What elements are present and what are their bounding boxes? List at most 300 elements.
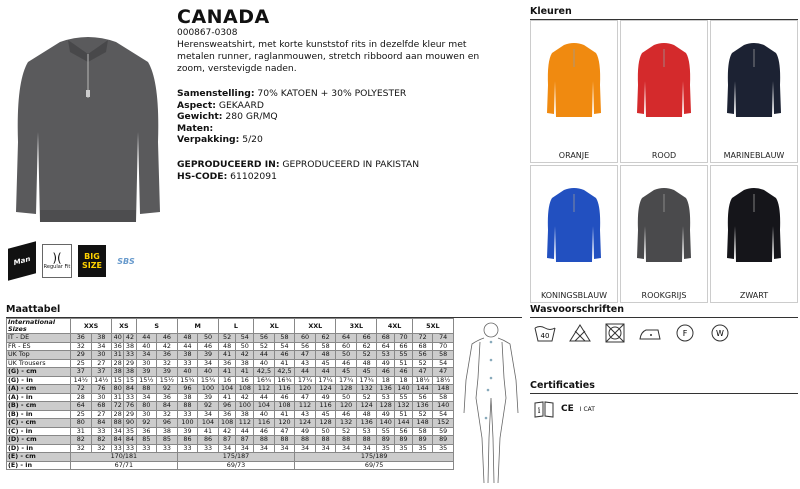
size-cell: 128	[336, 385, 357, 394]
size-cell: 74	[433, 334, 454, 343]
size-row	[7, 351, 454, 360]
color-name: MARINEBLAUW	[723, 151, 785, 160]
size-cell: 100	[177, 419, 198, 428]
size-cell: 116	[274, 385, 295, 394]
size-cell: 54	[236, 334, 254, 343]
size-header-cell: XL	[254, 319, 295, 334]
size-cell: 52	[218, 334, 236, 343]
size-row	[7, 419, 454, 428]
size-cell: 40	[177, 368, 198, 377]
size-cell: 88	[254, 436, 275, 445]
size-row	[7, 393, 454, 402]
size-cell: 34	[136, 351, 157, 360]
size-cell: 34	[295, 444, 316, 453]
product-photo	[8, 22, 168, 222]
size-cell: 85	[136, 436, 157, 445]
size-cell: 32	[71, 342, 92, 351]
size-row-label: (C) - cm	[7, 419, 71, 428]
size-cell: 68	[377, 334, 395, 343]
size-row	[7, 427, 454, 436]
aspect-value: GEKAARD	[218, 99, 264, 111]
size-row	[7, 342, 454, 351]
size-cell: 76	[91, 385, 112, 394]
size-cell: 35	[412, 444, 433, 453]
size-cell: 53	[377, 393, 395, 402]
size-cell: 52	[412, 410, 433, 419]
iron-low-icon	[637, 322, 663, 344]
sbs-logo-icon: SBS	[117, 256, 135, 266]
geproduceerd-value: GEPRODUCEERD IN PAKISTAN	[282, 159, 420, 170]
size-cell: 44	[315, 368, 336, 377]
size-cell: 144	[395, 419, 413, 428]
size-cell: 175/189	[295, 453, 454, 462]
feature-badges	[8, 244, 140, 278]
size-cell: 70	[395, 334, 413, 343]
size-cell: 32	[157, 410, 178, 419]
size-cell: 128	[377, 402, 395, 411]
size-cell: 41	[236, 368, 254, 377]
size-cell: 34	[91, 342, 112, 351]
gewicht-label: Gewicht:	[177, 111, 223, 122]
size-cell: 92	[157, 385, 178, 394]
size-cell: 41	[218, 351, 236, 360]
size-cell: 50	[198, 334, 219, 343]
size-cell: 52	[412, 359, 433, 368]
size-cell: 59	[433, 427, 454, 436]
size-cell: 88	[356, 436, 377, 445]
size-cell: 64	[377, 342, 395, 351]
size-cell: 41	[274, 359, 295, 368]
size-row-label: (C) - in	[7, 427, 71, 436]
size-cell: 38	[236, 359, 254, 368]
size-cell: 58	[433, 351, 454, 360]
size-cell: 112	[295, 402, 316, 411]
swatch-sweater-image	[711, 21, 797, 133]
size-cell: 104	[198, 419, 219, 428]
size-cell: 49	[377, 410, 395, 419]
size-row	[7, 334, 454, 343]
size-cell: 17¾	[336, 376, 357, 385]
size-cell: 14½	[71, 376, 92, 385]
size-cell: 69/75	[295, 461, 454, 470]
size-row-label: (G) - cm	[7, 368, 71, 377]
size-cell: 51	[395, 359, 413, 368]
size-cell: 108	[218, 419, 236, 428]
size-cell: 36	[112, 342, 124, 351]
size-cell: 60	[336, 342, 357, 351]
size-cell: 132	[356, 385, 377, 394]
size-cell: 104	[254, 402, 275, 411]
size-cell: 88	[274, 436, 295, 445]
size-cell: 72	[412, 334, 433, 343]
color-swatch[interactable]	[530, 20, 618, 163]
size-row-label: UK Trousers	[7, 359, 71, 368]
size-row	[7, 453, 454, 462]
size-cell: 17¼	[295, 376, 316, 385]
size-cell: 170/181	[71, 453, 178, 462]
size-cell: 36	[218, 359, 236, 368]
swatch-sweater-image	[711, 166, 797, 278]
size-cell: 80	[136, 402, 157, 411]
size-cell: 89	[395, 436, 413, 445]
size-cell: 72	[112, 402, 124, 411]
size-cell: 46	[336, 359, 357, 368]
size-cell: 108	[236, 385, 254, 394]
size-cell: 33	[124, 444, 136, 453]
size-cell: 18½	[433, 376, 454, 385]
size-cell: 70	[433, 342, 454, 351]
size-cell: 40	[198, 368, 219, 377]
size-cell: 104	[218, 385, 236, 394]
size-cell: 15	[124, 376, 136, 385]
size-cell: 72	[71, 385, 92, 394]
size-cell: 49	[377, 359, 395, 368]
size-cell: 55	[395, 351, 413, 360]
size-cell: 53	[356, 427, 377, 436]
size-cell: 27	[91, 410, 112, 419]
size-row-label: (A) - cm	[7, 385, 71, 394]
size-cell: 86	[177, 436, 198, 445]
size-cell: 80	[71, 419, 92, 428]
size-cell: 62	[356, 342, 377, 351]
size-cell: 52	[356, 393, 377, 402]
color-name: ZWART	[739, 291, 769, 300]
size-cell: 92	[136, 419, 157, 428]
size-cell: 30	[91, 351, 112, 360]
size-cell: 44	[177, 342, 198, 351]
size-row	[7, 385, 454, 394]
size-cell: 48	[356, 359, 377, 368]
dry-clean-f-icon	[672, 322, 698, 344]
size-cell: 36	[157, 393, 178, 402]
size-cell: 46	[198, 342, 219, 351]
size-cell: 25	[71, 359, 92, 368]
size-row-label: UK Top	[7, 351, 71, 360]
size-cell: 46	[157, 334, 178, 343]
size-cell: 112	[254, 385, 275, 394]
size-header-label: International Sizes	[7, 319, 71, 334]
size-cell: 15½	[136, 376, 157, 385]
size-row	[7, 461, 454, 470]
size-table	[6, 318, 454, 470]
size-cell: 17¾	[356, 376, 377, 385]
size-cell: 40	[112, 334, 124, 343]
size-cell: 35	[433, 444, 454, 453]
size-header-cell: XXL	[295, 319, 336, 334]
size-cell: 46	[395, 368, 413, 377]
size-cell: 100	[198, 385, 219, 394]
size-cell: 46	[274, 393, 295, 402]
size-cell: 128	[315, 419, 336, 428]
swatch-sweater-image	[531, 166, 617, 278]
size-cell: 82	[71, 436, 92, 445]
color-name: ROOD	[651, 151, 677, 160]
size-cell: 47	[433, 368, 454, 377]
size-cell: 15¾	[198, 376, 219, 385]
size-cell: 48	[218, 342, 236, 351]
product-specs	[177, 88, 406, 146]
size-cell: 49	[315, 393, 336, 402]
size-cell: 33	[157, 444, 178, 453]
size-cell: 18	[395, 376, 413, 385]
size-cell: 44	[236, 427, 254, 436]
size-cell: 27	[91, 359, 112, 368]
kleuren-heading: Kleuren	[530, 6, 798, 20]
size-cell: 175/187	[177, 453, 295, 462]
size-cell: 42,5	[254, 368, 275, 377]
size-cell: 44	[254, 351, 275, 360]
big-size-badge-icon: BIG SIZE	[78, 245, 106, 277]
size-cell: 15¾	[177, 376, 198, 385]
size-cell: 34	[236, 444, 254, 453]
size-cell: 51	[395, 410, 413, 419]
size-cell: 52	[336, 427, 357, 436]
size-cell: 35	[124, 427, 136, 436]
size-cell: 46	[254, 427, 275, 436]
size-cell: 43	[295, 410, 316, 419]
size-cell: 48	[177, 334, 198, 343]
svg-text:40: 40	[540, 332, 550, 340]
size-cell: 136	[356, 419, 377, 428]
size-cell: 33	[177, 410, 198, 419]
size-row-label: (E) - cm	[7, 453, 71, 462]
size-row-label: (D) - in	[7, 444, 71, 453]
size-cell: 40	[254, 410, 275, 419]
size-cell: 34	[336, 444, 357, 453]
size-cell: 56	[395, 427, 413, 436]
size-cell: 46	[377, 368, 395, 377]
size-cell: 33	[124, 351, 136, 360]
size-cell: 52	[254, 342, 275, 351]
size-cell: 34	[198, 410, 219, 419]
size-cell: 32	[91, 444, 112, 453]
color-swatches	[530, 20, 800, 303]
size-cell: 37	[71, 368, 92, 377]
body-measurement-figure	[458, 318, 524, 488]
size-cell: 42	[236, 351, 254, 360]
size-cell: 124	[356, 402, 377, 411]
size-cell: 30	[136, 359, 157, 368]
color-swatch[interactable]	[620, 20, 708, 163]
size-header-cell: 4XL	[377, 319, 412, 334]
size-cell: 45	[315, 359, 336, 368]
color-name: ROOKGRIJS	[641, 291, 687, 300]
size-cell: 29	[124, 359, 136, 368]
size-cell: 50	[336, 351, 357, 360]
gewicht-value: 280 GR/MQ	[225, 111, 278, 122]
product-title: CANADA	[177, 6, 270, 28]
size-cell: 29	[71, 351, 92, 360]
size-cell: 48	[356, 410, 377, 419]
color-swatch[interactable]	[710, 165, 798, 303]
size-row-label: IT - DE	[7, 334, 71, 343]
size-cell: 40	[136, 342, 157, 351]
size-cell: 108	[274, 402, 295, 411]
size-cell: 132	[336, 419, 357, 428]
size-cell: 67/71	[71, 461, 178, 470]
size-cell: 38	[177, 351, 198, 360]
size-row	[7, 368, 454, 377]
size-cell: 69/73	[177, 461, 295, 470]
maattabel-heading: Maattabel	[6, 304, 522, 318]
size-cell: 16¾	[274, 376, 295, 385]
size-cell: 33	[91, 427, 112, 436]
size-cell: 33	[177, 444, 198, 453]
wet-clean-w-icon	[707, 322, 733, 344]
size-cell: 60	[295, 334, 316, 343]
svg-text:i: i	[537, 406, 541, 415]
size-cell: 54	[274, 342, 295, 351]
size-cell: 76	[124, 402, 136, 411]
size-cell: 33	[124, 393, 136, 402]
size-row	[7, 410, 454, 419]
color-swatch[interactable]	[620, 165, 708, 303]
size-cell: 140	[395, 385, 413, 394]
size-cell: 85	[157, 436, 178, 445]
size-cell: 89	[377, 436, 395, 445]
size-cell: 44	[254, 393, 275, 402]
size-cell: 38	[112, 368, 124, 377]
size-cell: 56	[412, 351, 433, 360]
size-cell: 25	[71, 410, 92, 419]
size-cell: 140	[377, 419, 395, 428]
size-cell: 28	[71, 393, 92, 402]
size-cell: 96	[157, 419, 178, 428]
size-cell: 29	[124, 410, 136, 419]
size-cell: 88	[177, 402, 198, 411]
product-description: Herensweatshirt, met korte kunststof rits in dezelfde kleur met metalen runner, raglanmouwen, stretch ribboord aan mouwen en zoom, verstevigde naden.	[177, 39, 480, 74]
size-cell: 120	[336, 402, 357, 411]
size-row	[7, 402, 454, 411]
size-cell: 54	[433, 359, 454, 368]
size-cell: 50	[315, 427, 336, 436]
size-cell: 17¼	[315, 376, 336, 385]
size-cell: 14½	[91, 376, 112, 385]
size-cell: 45	[356, 368, 377, 377]
size-cell: 62	[315, 334, 336, 343]
size-cell: 86	[198, 436, 219, 445]
size-cell: 58	[315, 342, 336, 351]
size-cell: 96	[218, 402, 236, 411]
size-cell: 100	[236, 402, 254, 411]
size-row	[7, 359, 454, 368]
size-cell: 58	[274, 334, 295, 343]
wasvoorschriften-heading: Wasvoorschriften	[530, 304, 798, 318]
size-cell: 55	[377, 427, 395, 436]
size-cell: 31	[112, 393, 124, 402]
size-cell: 112	[236, 419, 254, 428]
size-cell: 53	[377, 351, 395, 360]
hscode-label: HS-CODE:	[177, 170, 228, 182]
size-row-label: (A) - in	[7, 393, 71, 402]
size-cell: 46	[274, 351, 295, 360]
size-cell: 47	[412, 368, 433, 377]
size-cell: 35	[395, 444, 413, 453]
geproduceerd-label: GEPRODUCEERD IN:	[177, 159, 280, 170]
size-cell: 116	[315, 402, 336, 411]
size-cell: 120	[274, 419, 295, 428]
size-cell: 41	[274, 410, 295, 419]
size-header-cell: S	[136, 319, 177, 334]
size-cell: 84	[91, 419, 112, 428]
aspect-label: Aspect:	[177, 99, 216, 111]
size-cell: 32	[157, 359, 178, 368]
size-cell: 30	[136, 410, 157, 419]
size-cell: 36	[71, 334, 92, 343]
size-cell: 35	[377, 444, 395, 453]
size-cell: 18½	[412, 376, 433, 385]
size-cell: 15½	[157, 376, 178, 385]
size-cell: 56	[295, 342, 316, 351]
size-header-cell: M	[177, 319, 218, 334]
size-row	[7, 436, 454, 445]
color-swatch[interactable]	[530, 165, 618, 303]
size-cell: 36	[218, 410, 236, 419]
product-code: 000867-0308	[177, 28, 238, 38]
size-cell: 40	[254, 359, 275, 368]
size-cell: 45	[336, 368, 357, 377]
size-cell: 68	[91, 402, 112, 411]
size-cell: 34	[198, 359, 219, 368]
size-cell: 45	[315, 410, 336, 419]
size-cell: 34	[274, 444, 295, 453]
size-cell: 54	[433, 410, 454, 419]
color-swatch[interactable]	[710, 20, 798, 163]
size-cell: 34	[112, 427, 124, 436]
samenstelling-label: Samenstelling:	[177, 88, 255, 99]
size-cell: 90	[124, 419, 136, 428]
size-cell: 84	[112, 436, 124, 445]
certificaties-heading: Certificaties	[530, 380, 798, 394]
size-cell: 148	[433, 385, 454, 394]
no-bleach-icon	[567, 322, 593, 344]
size-cell: 42	[157, 342, 178, 351]
swatch-sweater-image	[621, 166, 707, 278]
size-header-cell: 3XL	[336, 319, 377, 334]
size-cell: 37	[91, 368, 112, 377]
size-cell: 16¾	[254, 376, 275, 385]
size-cell: 39	[136, 368, 157, 377]
size-row-label: (G) - in	[7, 376, 71, 385]
size-cell: 96	[177, 385, 198, 394]
size-cell: 84	[157, 402, 178, 411]
size-cell: 50	[236, 342, 254, 351]
ce-category: I CAT	[579, 405, 595, 413]
hscode-value: 61102091	[230, 170, 277, 182]
no-tumble-dry-icon	[602, 322, 628, 344]
size-cell: 148	[412, 419, 433, 428]
size-cell: 38	[177, 393, 198, 402]
size-cell: 39	[198, 393, 219, 402]
size-cell: 34	[254, 444, 275, 453]
size-row-label: FR - ES	[7, 342, 71, 351]
size-cell: 31	[71, 427, 92, 436]
size-cell: 56	[254, 334, 275, 343]
size-cell: 88	[136, 385, 157, 394]
size-cell: 18	[377, 376, 395, 385]
size-header-cell: 5XL	[412, 319, 453, 334]
size-cell: 49	[295, 427, 316, 436]
size-cell: 47	[274, 427, 295, 436]
size-cell: 15	[112, 376, 124, 385]
size-cell: 66	[356, 334, 377, 343]
size-cell: 140	[433, 402, 454, 411]
size-cell: 34	[136, 393, 157, 402]
size-cell: 31	[112, 351, 124, 360]
size-cell: 56	[412, 393, 433, 402]
size-cell: 33	[136, 444, 157, 453]
svg-text:F: F	[682, 329, 688, 338]
